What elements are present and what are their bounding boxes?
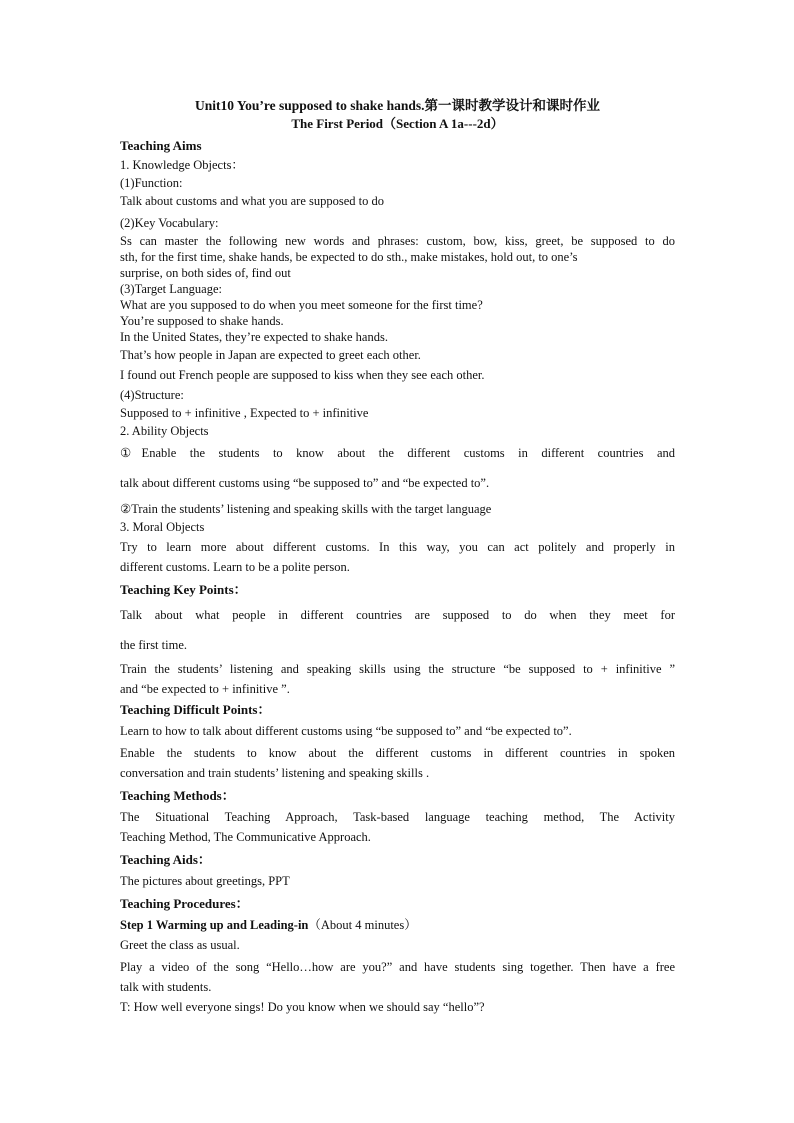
knowledge-objects-label: 1. Knowledge Objects： (120, 158, 244, 172)
target-sentence: You’re supposed to shake hands. (120, 314, 284, 328)
structure-label: (4)Structure: (120, 388, 184, 402)
target-sentence: That’s how people in Japan are expected to greet each other. (120, 348, 421, 362)
difficult-point-line: Enable the students to know about the different customs in different countries in spoken (120, 746, 675, 760)
document-title: Unit10 You’re supposed to shake hands.第一课时教学设计和课时作业 (194, 98, 601, 113)
key-point-line: the first time. (120, 638, 187, 652)
heading-difficult-points: Teaching Difficult Points： (120, 702, 271, 717)
heading-teaching-methods: Teaching Methods： (120, 788, 235, 803)
moral-text-line: different customs. Learn to be a polite person. (120, 560, 350, 574)
step-1-title: Step 1 Warming up and Leading-in (120, 918, 309, 932)
target-sentence: In the United States, they’re expected to shake hands. (120, 330, 388, 344)
target-sentence: I found out French people are supposed to kiss when they see each other. (120, 368, 485, 382)
heading-teaching-procedures: Teaching Procedures： (120, 896, 249, 911)
moral-objects-label: 3. Moral Objects (120, 520, 205, 534)
function-label: (1)Function: (120, 176, 183, 190)
document-subtitle: The First Period（Section A 1a---2d） (291, 116, 504, 131)
methods-line: Teaching Method, The Communicative Approach. (120, 830, 371, 844)
vocabulary-line: sth, for the first time, shake hands, be expected to do sth., make mistakes, hold out, to one’s (120, 250, 578, 264)
structure-text: Supposed to + infinitive , Expected to + infinitive (120, 406, 369, 420)
step-1-duration: （About 4 minutes） (308, 918, 417, 932)
procedure-line: Play a video of the song “Hello…how are you?” and have students sing together. Then have a free (120, 960, 675, 974)
step-1-heading (120, 915, 675, 935)
target-language-label: (3)Target Language: (120, 282, 222, 296)
moral-text-line: Try to learn more about different customs. In this way, you can act politely and properly in (120, 540, 675, 554)
methods-line: The Situational Teaching Approach, Task-based language teaching method, The Activity (120, 810, 675, 824)
vocabulary-line: surprise, on both sides of, find out (120, 266, 291, 280)
function-text: Talk about customs and what you are supposed to do (120, 194, 385, 208)
key-point-line: Talk about what people in different countries are supposed to do when they meet for (120, 608, 675, 622)
document-page (120, 97, 675, 1017)
aids-text: The pictures about greetings, PPT (120, 874, 290, 888)
ability-objects-label: 2. Ability Objects (120, 424, 209, 438)
heading-key-points: Teaching Key Points： (120, 582, 247, 597)
ability-item-1-line: talk about different customs using “be supposed to” and “be expected to”. (120, 476, 490, 490)
key-point-line: Train the students’ listening and speaking skills using the structure “be supposed to + infinitive ” (120, 662, 675, 676)
target-sentence: What are you supposed to do when you meet someone for the first time? (120, 298, 483, 312)
procedure-line: T: How well everyone sings! Do you know when we should say “hello”? (120, 1000, 485, 1014)
vocabulary-label: (2)Key Vocabulary: (120, 216, 219, 230)
procedure-line: talk with students. (120, 980, 212, 994)
vocabulary-line: Ss can master the following new words and phrases: custom, bow, kiss, greet, be supposed to do (120, 234, 675, 248)
heading-teaching-aids: Teaching Aids： (120, 852, 211, 867)
ability-item-1-line: ①Enable the students to know about the different customs in different countries and (120, 446, 675, 460)
difficult-point-line: Learn to how to talk about different customs using “be supposed to” and “be expected to”. (120, 724, 572, 738)
difficult-point-line: conversation and train students’ listening and speaking skills . (120, 766, 430, 780)
procedure-line: Greet the class as usual. (120, 938, 240, 952)
ability-item-2: ②Train the students’ listening and speaking skills with the target language (120, 502, 492, 516)
key-point-line: and “be expected to + infinitive ”. (120, 682, 290, 696)
heading-teaching-aims: Teaching Aims (120, 138, 202, 153)
